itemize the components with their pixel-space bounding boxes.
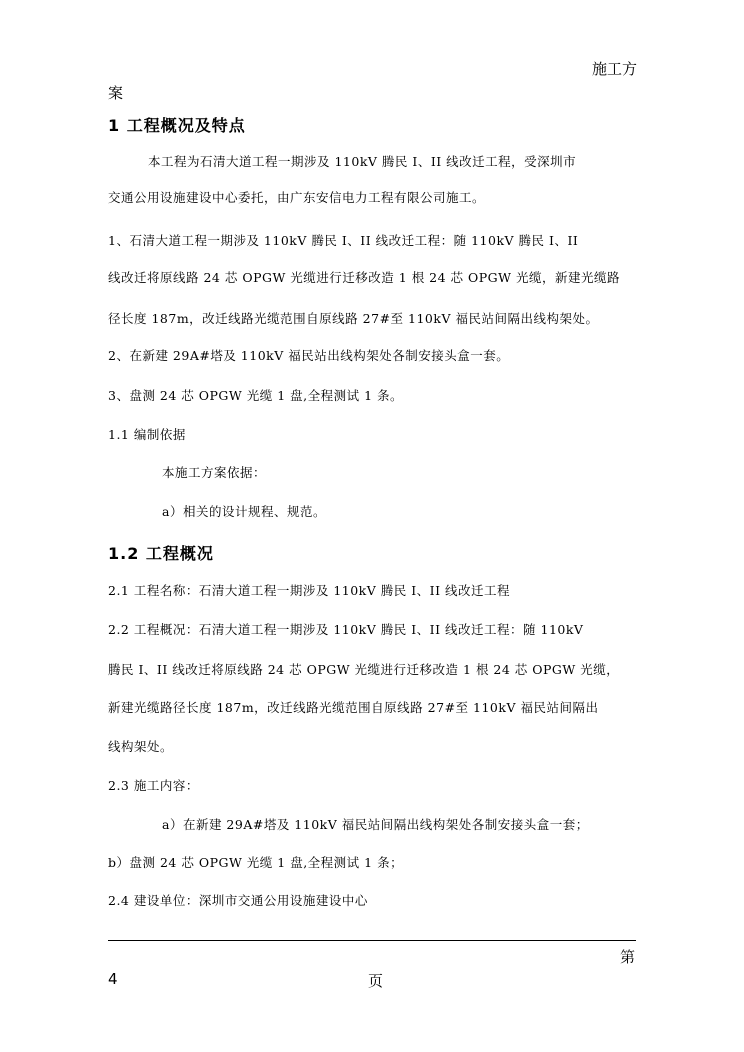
overview-line-1: 2.2 工程概况：石清大道工程一期涉及 110kV 腾民 I、II 线改迁工程：随 110kV bbox=[108, 622, 584, 637]
intro-line-1: 本工程为石清大道工程一期涉及 110kV 腾民 I、II 线改迁工程，受深圳市 bbox=[148, 154, 577, 169]
overview-line-4: 线构架处。 bbox=[108, 739, 174, 754]
item1-line-3: 径长度 187m，改迁线路光缆范围自原线路 27#至 110kV 福民站间隔出线构架处。 bbox=[108, 311, 599, 326]
subsection-heading-1-1: 1.1 编制依据 bbox=[108, 427, 186, 442]
work-content-heading: 2.3 施工内容： bbox=[108, 778, 199, 793]
basis-item-a: a）相关的设计规程、规范。 bbox=[162, 504, 326, 519]
client-line: 2.4 建设单位：深圳市交通公用设施建设中心 bbox=[108, 893, 368, 908]
overview-line-2: 腾民 I、II 线改迁将原线路 24 芯 OPGW 光缆进行迁移改造 1 根 24 芯 OPGW 光缆， bbox=[108, 662, 620, 677]
item2-line: 2、在新建 29A#塔及 110kV 福民站出线构架处各制安接头盒一套。 bbox=[108, 348, 510, 363]
project-name-line: 2.1 工程名称：石清大道工程一期涉及 110kV 腾民 I、II 线改迁工程 bbox=[108, 583, 511, 598]
footer-ye: 页 bbox=[368, 972, 384, 990]
overview-line-3: 新建光缆路径长度 187m，改迁线路光缆范围自原线路 27#至 110kV 福民站间隔出 bbox=[108, 700, 599, 715]
header-title-line1: 施工方 bbox=[592, 60, 638, 78]
header-title-line2: 案 bbox=[108, 84, 124, 102]
item3-line: 3、盘测 24 芯 OPGW 光缆 1 盘,全程测试 1 条。 bbox=[108, 388, 404, 403]
work-content-item-a: a）在新建 29A#塔及 110kV 福民站间隔出线构架处各制安接头盒一套； bbox=[162, 817, 589, 832]
section-heading-1: 1 工程概况及特点 bbox=[108, 116, 246, 135]
work-content-item-b: b）盘测 24 芯 OPGW 光缆 1 盘,全程测试 1 条； bbox=[108, 855, 404, 870]
intro-line-2: 交通公用设施建设中心委托，由广东安信电力工程有限公司施工。 bbox=[108, 190, 486, 205]
section-heading-1-2: 1.2 工程概况 bbox=[108, 544, 214, 563]
basis-intro: 本施工方案依据： bbox=[162, 465, 267, 480]
item1-line-2: 线改迁将原线路 24 芯 OPGW 光缆进行迁移改造 1 根 24 芯 OPGW 光缆，新建光缆路 bbox=[108, 270, 620, 285]
footer-divider bbox=[108, 940, 636, 941]
footer-di: 第 bbox=[620, 948, 636, 966]
footer-page-number: 4 bbox=[108, 970, 118, 988]
item1-line-1: 1、石清大道工程一期涉及 110kV 腾民 I、II 线改迁工程：随 110kV 腾民 I、II bbox=[108, 233, 579, 248]
